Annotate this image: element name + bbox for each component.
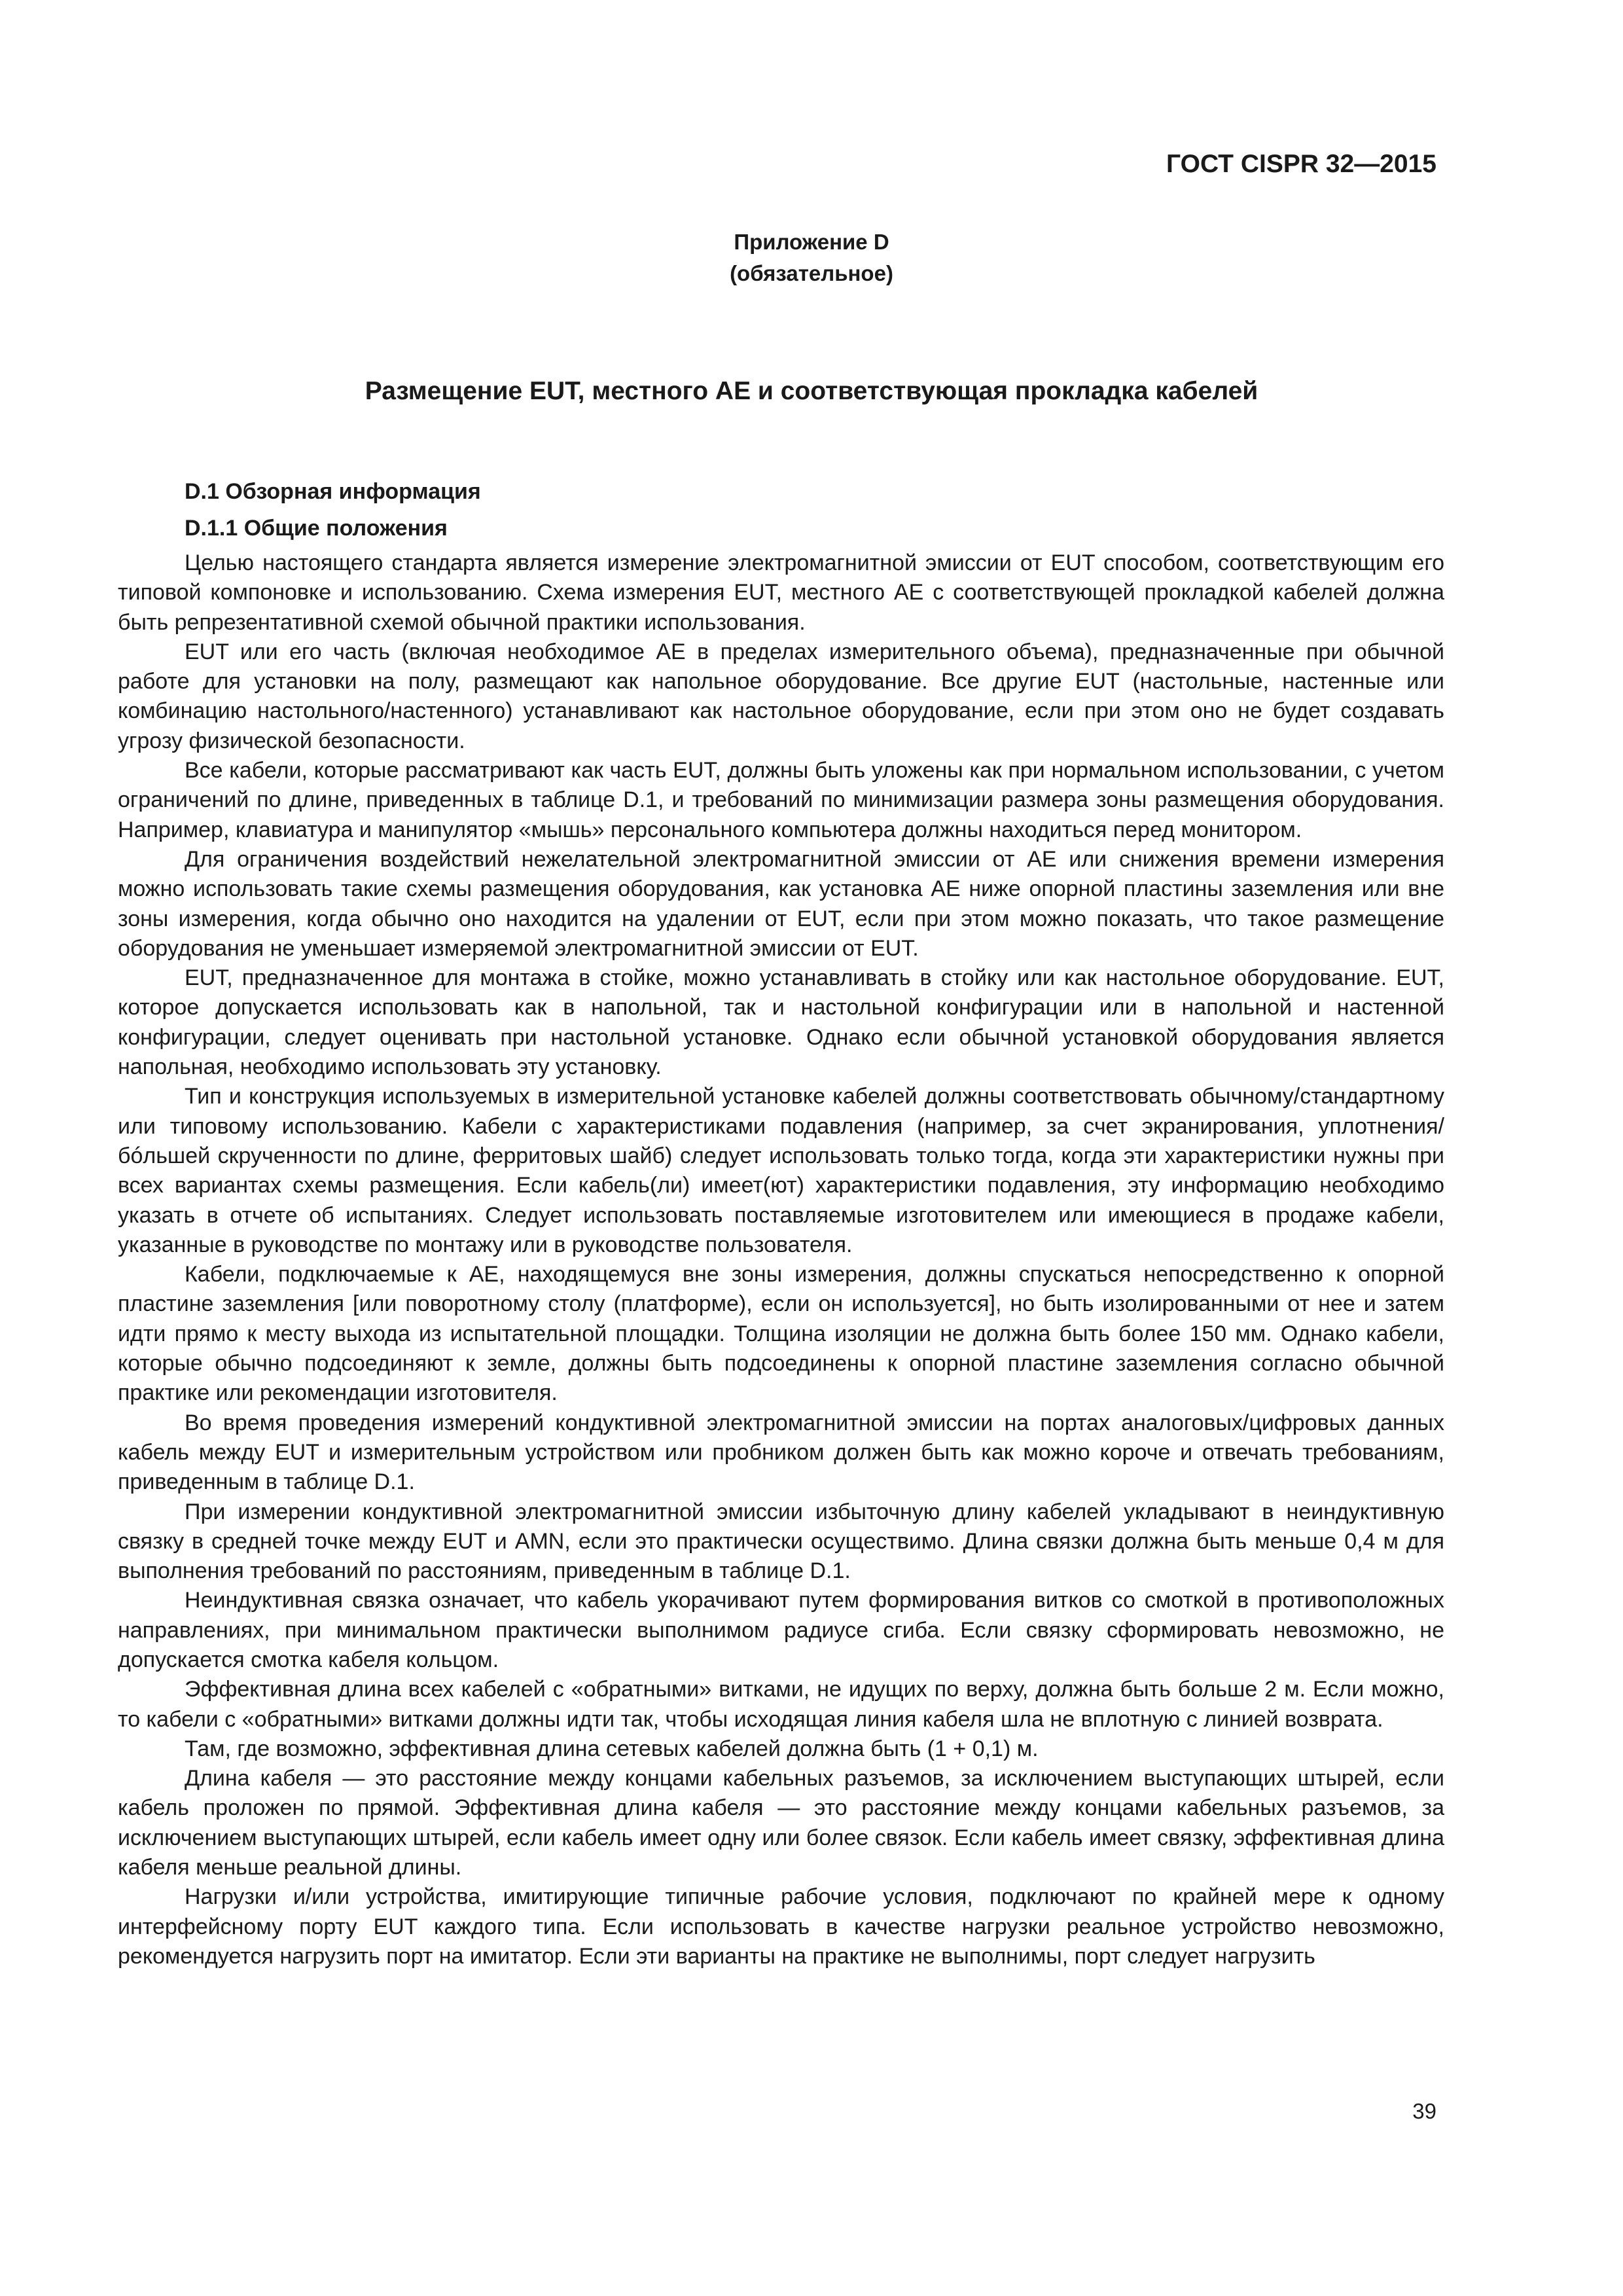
paragraph: EUT или его часть (включая необходимое АЕ в пределах измерительного объема), предназначенные при обычной работе для установки на полу, размещают как напольное оборудование. Все другие EUT (настольные, настенные или комбинацию настольного/настенного) устанавливают как настольное оборудование, если при этом оно не будет создавать угрозу физической безопасности. xyxy=(118,639,1444,753)
annex-status: (обязательное) xyxy=(730,261,893,285)
annex-label: Приложение D xyxy=(734,230,889,254)
paragraph: Эффективная длина всех кабелей с «обратными» витками, не идущих по верху, должна быть больше 2 м. Если можно, то кабели с «обратными» витками должны идти так, чтобы исходящая линия кабеля шла не вплотную с линией возврата. xyxy=(118,1677,1444,1732)
paragraph: Кабели, подключаемые к АЕ, находящемуся вне зоны измерения, должны спускаться непосредственно к опорной пластине заземления [или поворотному столу (платформе), если он используется], но быть изолированными от нее и затем идти прямо к месту выхода из испытательной площадки. Толщина изоляции не должна быть более 150 мм. Однако кабели, которые обычно подсоединяют к земле, должны быть подсоединены к опорной пластине заземления согласно обычной практике или рекомендации изготовителя. xyxy=(118,1262,1444,1406)
body-text xyxy=(118,548,1444,1971)
paragraph: При измерении кондуктивной электромагнитной эмиссии избыточную длину кабелей укладывают в неиндуктивную связку в средней точке между EUT и AMN, если это практически осуществимо. Длина связки должна быть меньше 0,4 м для выполнения требований по расстояниям, приведенным в таблице D.1. xyxy=(118,1499,1444,1584)
document-id: ГОСТ CISPR 32—2015 xyxy=(1166,150,1436,178)
paragraph: Тип и конструкция используемых в измерительной установке кабелей должны соответствовать обычному/стандартному или типовому использованию. Кабели с характеристиками подавления (например, за счет экранирования, уплотнения/бóльшей скрученности по длине, ферритовых шайб) следует использовать только тогда, когда эти характеристики нужны при всех вариантах схемы размещения. Если кабель(ли) имеет(ют) характеристики подавления, эту информацию необходимо указать в отчете об испытаниях. Следует использовать поставляемые изготовителем или имеющиеся в продаже кабели, указанные в руководстве по монтажу или в руководстве пользователя. xyxy=(118,1084,1444,1257)
paragraph: Все кабели, которые рассматривают как часть EUT, должны быть уложены как при нормальном использовании, с учетом ограничений по длине, приведенных в таблице D.1, и требований по минимизации размера зоны размещения оборудования. Например, клавиатура и манипулятор «мышь» персонального компьютера должны находиться перед монитором. xyxy=(118,758,1444,842)
paragraph: Для ограничения воздействий нежелательной электромагнитной эмиссии от АЕ или снижения времени измерения можно использовать такие схемы размещения оборудования, как установка АЕ ниже опорной пластины заземления или вне зоны измерения, когда обычно оно находится на удалении от EUT, если при этом можно показать, что такое размещение оборудования не уменьшает измеряемой электромагнитной эмиссии от EUT. xyxy=(118,846,1445,961)
section-heading-d1: D.1 Обзорная информация xyxy=(185,479,481,504)
paragraph: Длина кабеля — это расстояние между концами кабельных разъемов, за исключением выступающих штырей, если кабель проложен по прямой. Эффективная длина кабеля — это расстояние между концами кабельных разъемов, за исключением выступающих штырей, если кабель имеет одну или более связок. Если кабель имеет связку, эффективная длина кабеля меньше реальной длины. xyxy=(118,1766,1444,1880)
annex-heading xyxy=(0,226,1623,289)
page-number: 39 xyxy=(1412,2099,1436,2123)
page-title: Размещение EUT, местного АЕ и соответствующая прокладка кабелей xyxy=(365,377,1258,405)
paragraph: Во время проведения измерений кондуктивной электромагнитной эмиссии на портах аналоговых/цифровых данных кабель между EUT и измерительным устройством или пробником должен быть как можно короче и отвечать требованиям, приведенным в таблице D.1. xyxy=(118,1410,1444,1495)
paragraph: Нагрузки и/или устройства, имитирующие типичные рабочие условия, подключают по крайней мере к одному интерфейсному порту EUT каждого типа. Если использовать в качестве нагрузки реальное устройство невозможно, рекомендуется нагрузить порт на имитатор. Если эти варианты на практике не выполнимы, порт следует нагрузить xyxy=(118,1884,1444,1969)
section-heading-d11: D.1.1 Общие положения xyxy=(185,516,448,541)
paragraph: Неиндуктивная связка означает, что кабель укорачивают путем формирования витков со смоткой в противоположных направлениях, при минимальном практически выполнимом радиусе сгиба. Если связку сформировать невозможно, не допускается смотка кабеля кольцом. xyxy=(118,1588,1444,1672)
paragraph: Там, где возможно, эффективная длина сетевых кабелей должна быть (1 + 0,1) м. xyxy=(185,1736,1039,1761)
paragraph: EUT, предназначенное для монтажа в стойке, можно устанавливать в стойку или как настольное оборудование. EUT, которое допускается использовать как в напольной, так и настольной конфигурации или в напольной и настенной конфигурации, следует оценивать при настольной установке. Однако если обычной установкой оборудования является напольная, необходимо использовать эту установку. xyxy=(118,965,1444,1080)
paragraph: Целью настоящего стандарта является измерение электромагнитной эмиссии от EUT способом, соответствующим его типовой компоновке и использованию. Схема измерения EUT, местного АЕ с соответствующей прокладкой кабелей должна быть репрезентативной схемой обычной практики использования. xyxy=(118,550,1444,635)
